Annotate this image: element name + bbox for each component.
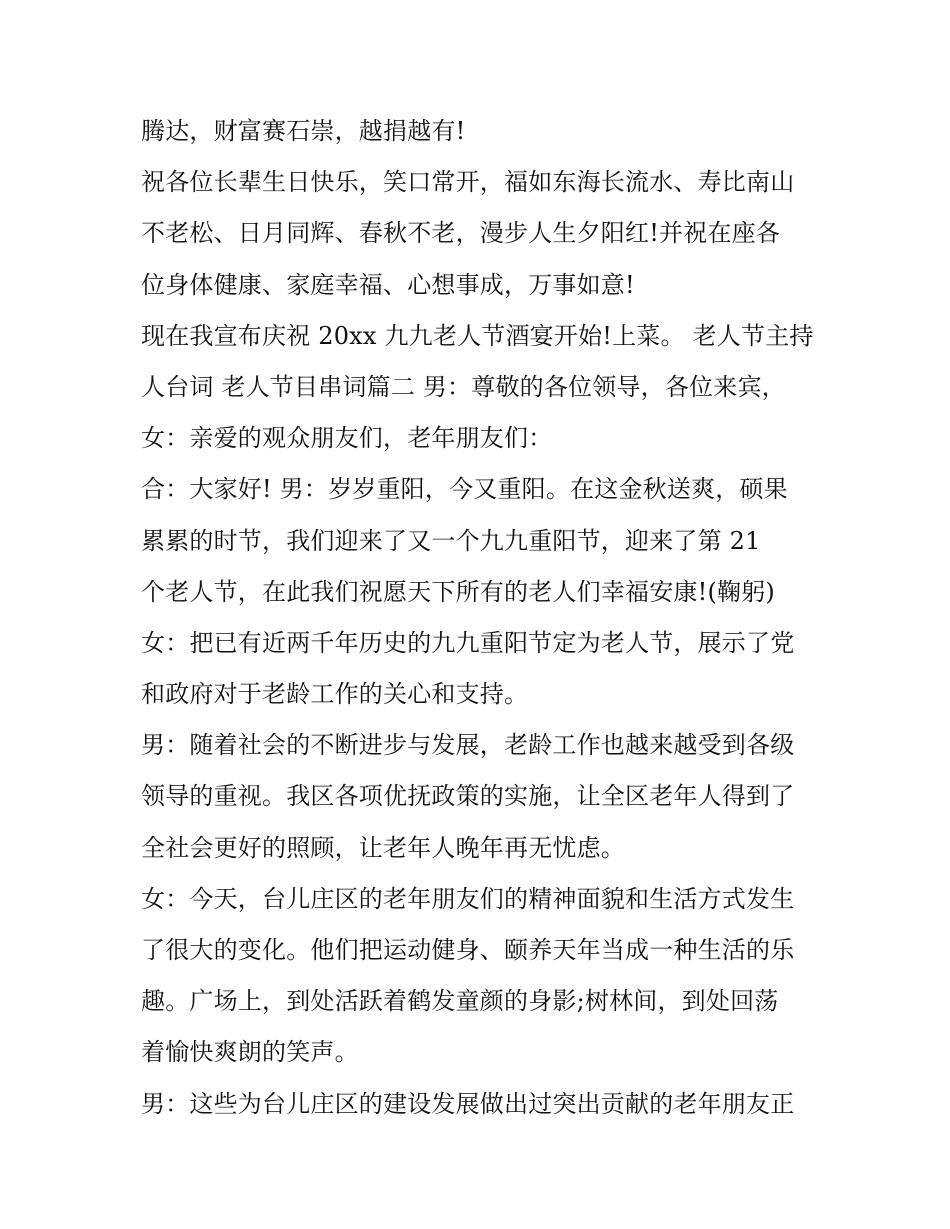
text-line: 人台词 老人节目串词篇二 男：尊敬的各位领导，各位来宾， xyxy=(141,372,786,401)
text-line: 领导的重视。我区各项优抚政策的实施，让全区老年人得到了 xyxy=(141,782,795,811)
text-line: 现在我宣布庆祝 20xx 九九老人节酒宴开始!上菜。 老人节主持 xyxy=(141,321,814,350)
text-line: 祝各位长辈生日快乐，笑口常开，福如东海长流水、寿比南山 xyxy=(141,168,795,197)
text-line: 男：这些为台儿庄区的建设发展做出过突出贡献的老年朋友正 xyxy=(141,1089,795,1118)
text-line: 个老人节，在此我们祝愿天下所有的老人们幸福安康!(鞠躬) xyxy=(141,577,775,606)
text-line: 着愉快爽朗的笑声。 xyxy=(141,1038,359,1067)
text-line: 男：随着社会的不断进步与发展，老龄工作也越来越受到各级 xyxy=(141,731,795,760)
text-line: 和政府对于老龄工作的关心和支持。 xyxy=(141,680,529,709)
text-line: 腾达，财富赛石崇，越捐越有! xyxy=(141,117,466,145)
document-body xyxy=(141,106,821,1130)
text-line: 趣。广场上，到处活跃着鹤发童颜的身影;树林间，到处回荡 xyxy=(141,987,779,1016)
text-line: 了很大的变化。他们把运动健身、颐养天年当成一种生活的乐 xyxy=(141,936,795,964)
text-line: 女：亲爱的观众朋友们，老年朋友们： xyxy=(141,424,553,453)
text-line: 合：大家好! 男：岁岁重阳，今又重阳。在这金秋送爽，硕果 xyxy=(141,475,788,504)
text-line: 女：把已有近两千年历史的九九重阳节定为老人节，展示了党 xyxy=(141,628,795,657)
text-line: 位身体健康、家庭幸福、心想事成，万事如意! xyxy=(141,270,635,299)
text-line: 女：今天，台儿庄区的老年朋友们的精神面貌和生活方式发生 xyxy=(141,884,795,913)
text-line: 不老松、日月同辉、春秋不老，漫步人生夕阳红!并祝在座各 xyxy=(141,219,781,248)
text-line: 全社会更好的照顾，让老年人晚年再无忧虑。 xyxy=(141,833,625,862)
text-line: 累累的时节，我们迎来了又一个九九重阳节，迎来了第 21 xyxy=(141,526,761,555)
